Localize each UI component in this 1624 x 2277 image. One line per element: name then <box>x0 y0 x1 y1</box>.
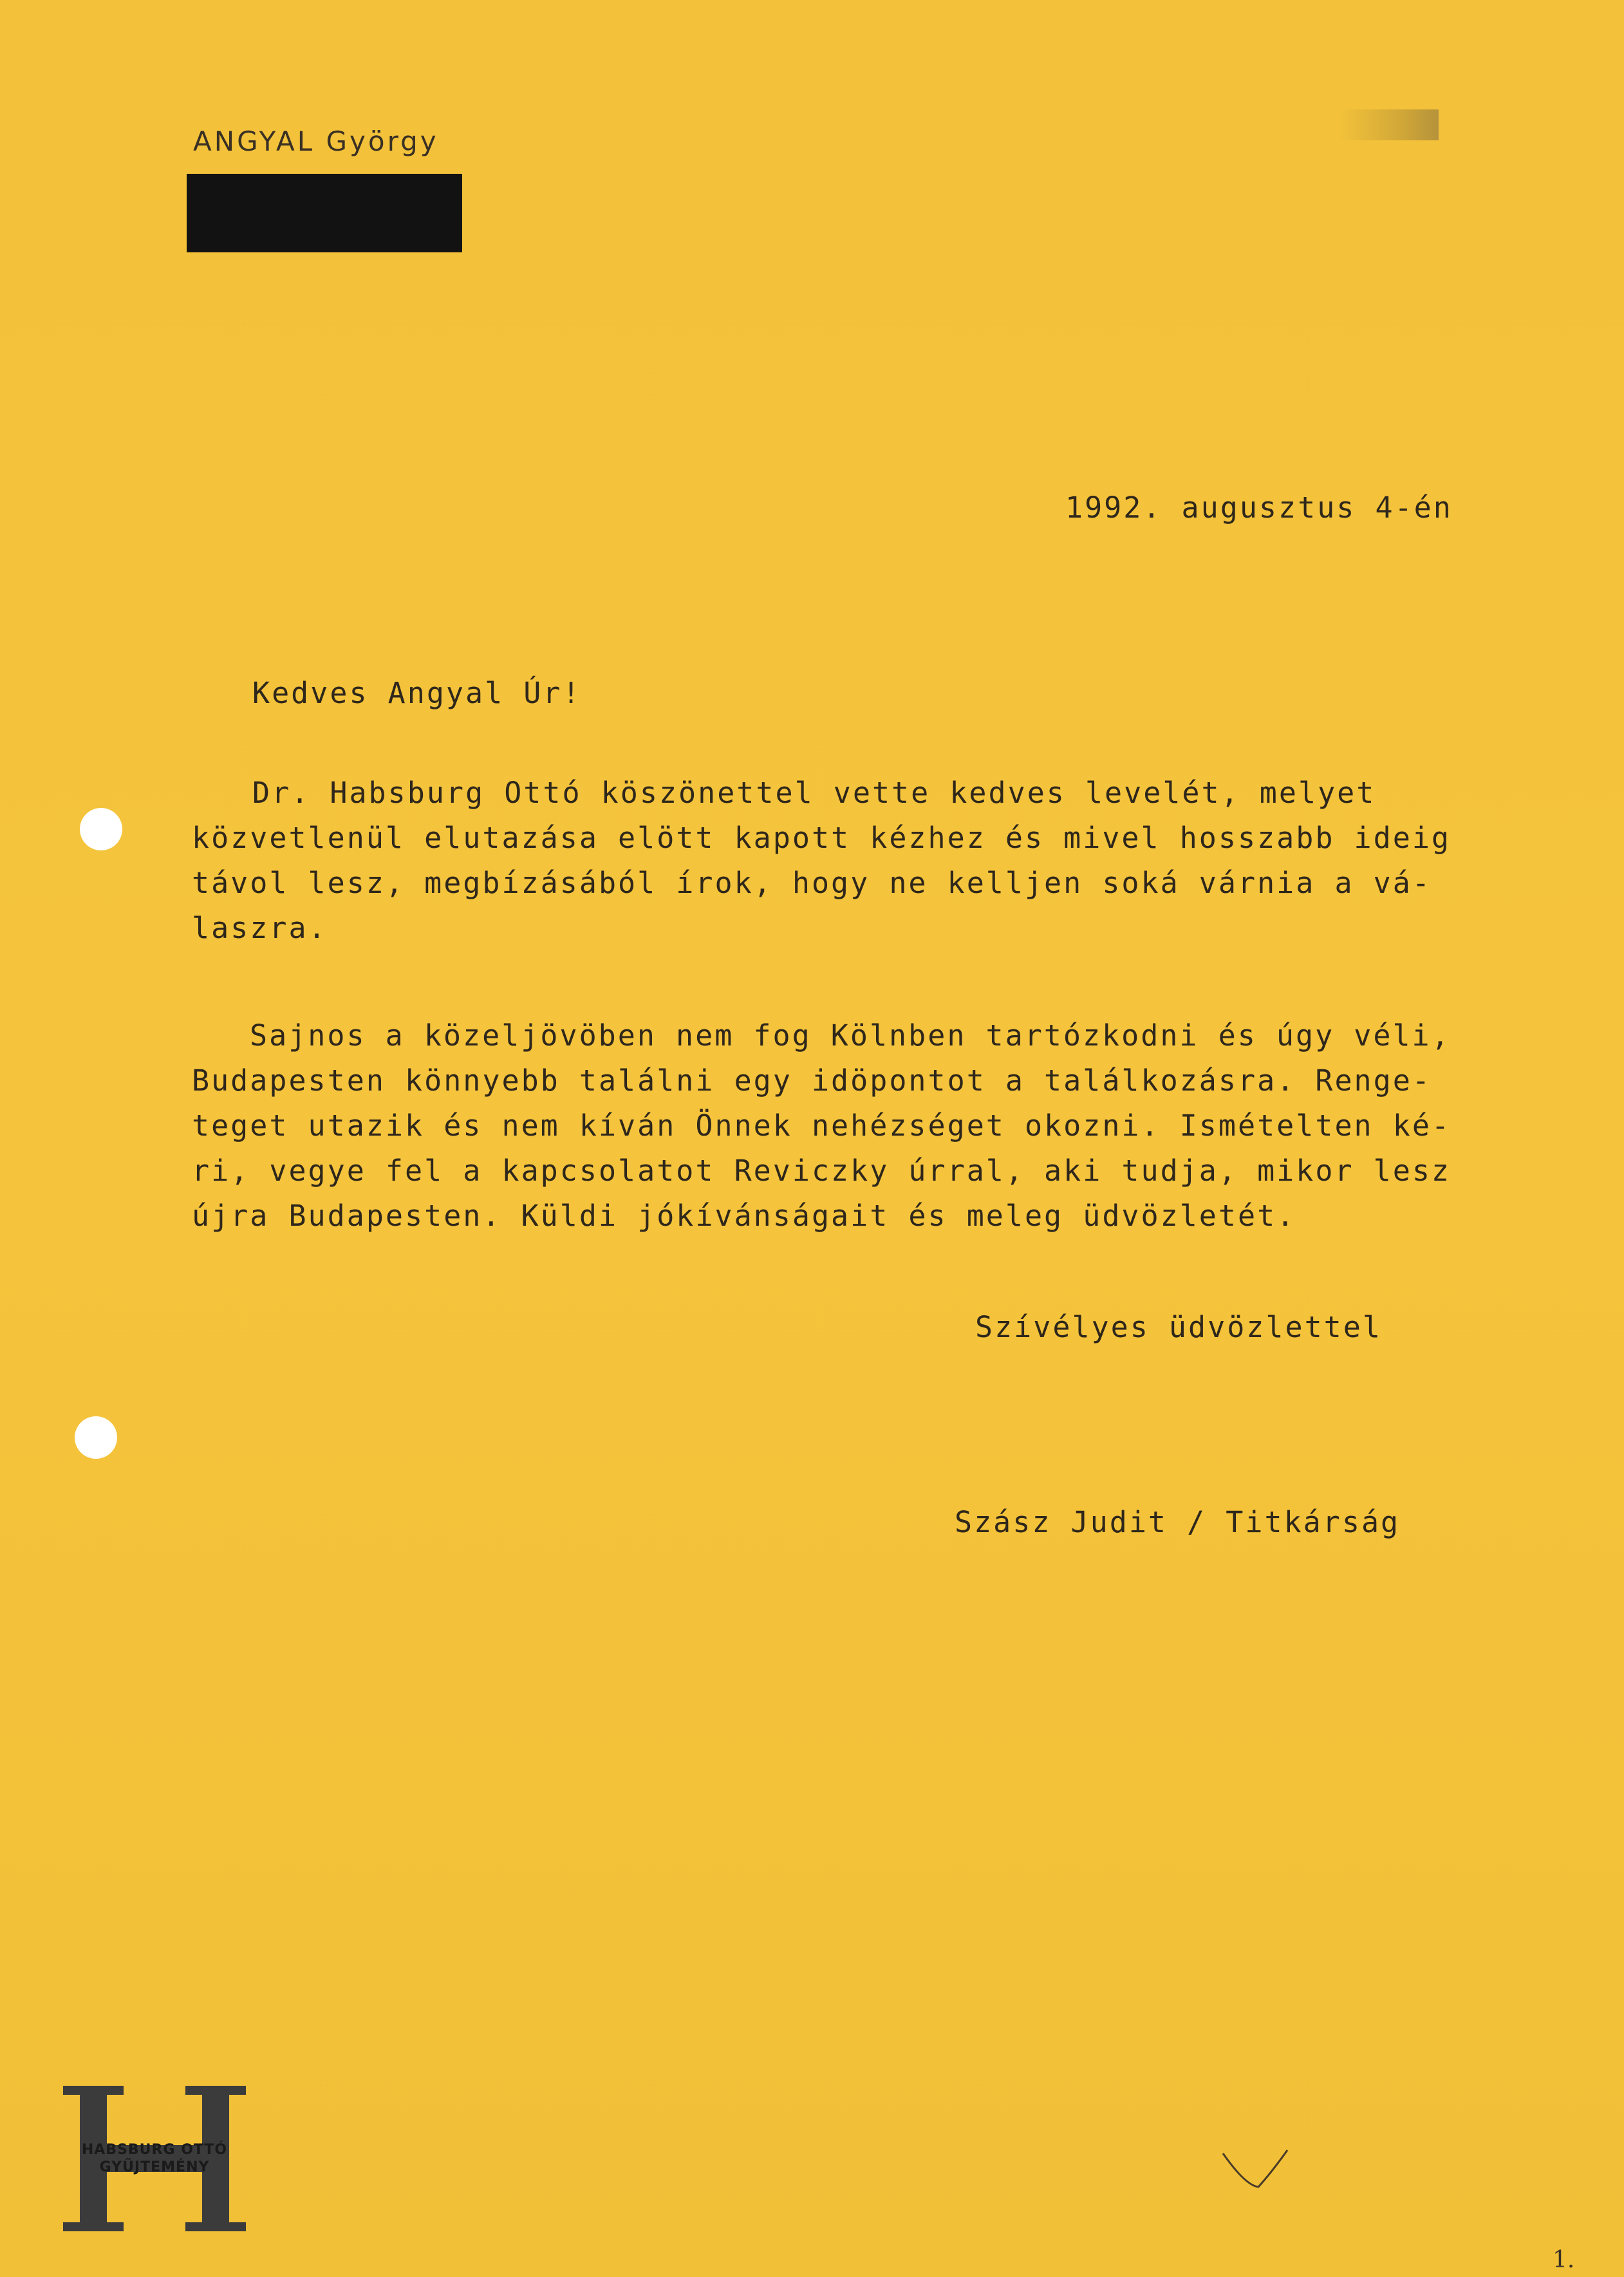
paragraph-1-line: laszra. <box>192 911 328 945</box>
paragraph-2-line: ri, vegye fel a kapcsolatot Reviczky úrral, aki tudja, mikor lesz <box>192 1154 1451 1188</box>
salutation: Kedves Angyal Úr! <box>252 676 582 710</box>
signature: Szász Judit / Titkárság <box>955 1505 1401 1539</box>
logo-text-line2: GYŰJTEMÉNY <box>99 2159 210 2175</box>
paragraph-2-line: újra Budapesten. Küldi jókívánságait és meleg üdvözletét. <box>192 1199 1296 1233</box>
page-number: 1. <box>1553 2247 1575 2273</box>
punch-hole-top <box>80 808 122 850</box>
paragraph-2-line: teget utazik és nem kíván Önnek nehézséget okozni. Ismételten ké- <box>192 1109 1451 1143</box>
habsburg-collection-logo <box>63 2086 246 2231</box>
redacted-address-block <box>187 174 462 252</box>
paragraph-2-line: Sajnos a közeljövöben nem fog Kölnben tartózkodni és úgy véli, <box>250 1018 1451 1053</box>
closing-phrase: Szívélyes üdvözlettel <box>975 1310 1382 1344</box>
letter-date: 1992. augusztus 4-én <box>1065 491 1453 525</box>
paragraph-1-line: Dr. Habsburg Ottó köszönettel vette kedves levelét, melyet <box>252 776 1376 810</box>
paragraph-1-line: közvetlenül elutazása elött kapott kézhez és mivel hosszabb ideig <box>192 821 1451 855</box>
h-logo-icon <box>63 2086 246 2231</box>
pen-checkmark <box>1220 2147 1291 2192</box>
punch-hole-bottom <box>75 1416 117 1459</box>
archive-stamp-mark <box>1339 109 1439 140</box>
paragraph-1-line: távol lesz, megbízásából írok, hogy ne kelljen soká várnia a vá- <box>192 866 1432 900</box>
paragraph-2-line: Budapesten könnyebb találni egy idöpontot a találkozásra. Renge- <box>192 1064 1432 1098</box>
sender-name: ANGYAL György <box>193 126 439 157</box>
logo-text-line1: HABSBURG OTTÓ <box>81 2142 228 2158</box>
